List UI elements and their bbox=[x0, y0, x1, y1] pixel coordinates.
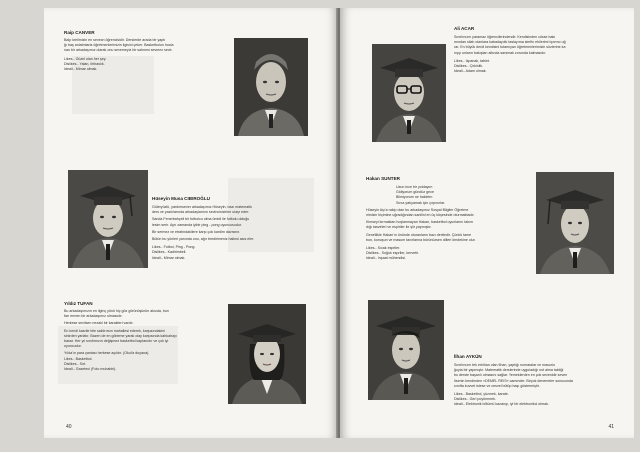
student-bio: Sınıfımızın tek erkihan olan İlhan, yaptığı numaralar ve masuriu ğuyla bir yapmıştır. Matematik derslerinde uyguladığı not alma taktiği bu derste başarılı olmasını sağlar. Yemeklerden en çok sevenidir seven İlsenin kendinden «DEMEL REİS» cammder. Birçok denemeler sonucunda sınıfta kuvvet istese ve cesvel bütüp başı göstermiştir. Likes.- Basketbol, yüzmek, karate. Dislikes.- Geri poyümmek. İdeali.- Elektronik bölümü kazanıp, iyi bir elektronikci olmak. bbox=[454, 363, 573, 407]
student-bio: Balp kreilmizin en sevecn öğrencisidir. Derslerde arada bir yaptı ğı baş anlatmlarla öğretmenlerimizin ilgisini çeker. Basketbolun hocla nan bir arkadaşımız olarak onu sevemeyiz bir sahnesi sevmez sevir. Likes.- Güzel olan her şey. Dislikes.- Yalan, ihtiraslık. İdeali.- Mimar olmak. bbox=[64, 38, 174, 72]
student-name: Ali ACAR bbox=[454, 26, 475, 31]
student-photo bbox=[228, 304, 306, 404]
student-name: Hüseyin Musa CIBIROĞLU bbox=[152, 196, 210, 201]
student-bio: Bu arkadaşımızın en ilginç yönü hiç göz görünüşünün aksıda, bun farı ermen bir arkadaşımız olmasıdır. Herkese sevilsen nezaki bir karakteri vardır. En kendi kasrile bile saldırırsın mahallesi ederek, karşısındakini sinirden yarlatır. Bazen de en göbeme yarak olay karşısında kahkahayı basar. Her yıl sınıfımızın değişmez basketbol kaptanıdır ve çok iyi oyuncudur. Yılda'ın para çantası herkese açıktır. (Okul'a duyana). Likes.- Basketbol. Dislikes.- Sırt. İdeali.- Gazeteci (Foto muhabiri). bbox=[64, 309, 177, 372]
student-photo bbox=[234, 38, 308, 136]
student-name: Raip CANVER bbox=[64, 30, 95, 35]
student-photo bbox=[368, 300, 444, 400]
student-name: Hakan SUNTER bbox=[366, 176, 400, 181]
left-page bbox=[44, 8, 338, 438]
right-page bbox=[340, 8, 634, 438]
student-photo bbox=[536, 172, 614, 274]
student-bio: Uzun ince bir yoldayım Gidiyorum gündüz gece Bilmiyorum ne haldeim Sınıa yatıyamak için çırpınırlar. Hüseyin Aşı'a rakip olan bu arkadaşımız Sosyal Bilgiler Öğretme nimizin hiçimine uğradığından sanilini en üç köşesinde oturmaktadır. Kimseyi kırmaktan hoşlanmayan Hakan, basketbol oyunlarını takım dığı tasvirleri ve espiriler ile şiir yapmıştır. Genellikle Hakan'ın önünde oturanların bazı derttedir. Çünkü tame bun, konuşun ve masum tavırlarına bürünüzsen dilleri ömdekine olur. Likes.- Sıcak espriler. Dislikes.- Soğuk espriler, kervetir. İdeali.- İnşaat mühendisi. bbox=[366, 185, 476, 261]
yearbook-spread bbox=[44, 8, 634, 438]
student-name: İlhan AYKÜN bbox=[454, 354, 482, 359]
student-photo bbox=[372, 44, 446, 142]
page-number: 41 bbox=[608, 424, 614, 430]
student-bio: Sınıfımızın yaramaz öğrencilerindendir. Kendisinden cüsse bakı mından silah olanlara kabadayılık taslayıma simfin ehilerimi tıpırmo uğ rar. En büyük derdi kendisini tutamıyan öğretmenlerimizin sözlerine ka rışıp onların bakışları altında sarsmak zorunda kalmasıdır. Likes.- İspanak, tablet. Dislikes.- Çirkinlik. İdeali.- Adam olmak. bbox=[454, 35, 566, 74]
page-number: 40 bbox=[66, 424, 72, 430]
student-photo bbox=[68, 170, 148, 268]
student-name: Yıldız TUFAN bbox=[64, 301, 93, 306]
student-bio: Güleryüzlü, yardımsever arkadaşımız Hüseyin, bazı matematik ders ve yazılılarında arkadaşlarının sevincinizirine ulaşr eder. Sanda Fenerbahçeli bir futbolcu olma ümidi ile futbolu olduğu lesim serir. Ayrı zamanda iyibir ping - pong oyuncusudur. Bir sermez ve etrafındakilere karşı çok kardim davranır. Bütün bu yönleri yanında onu, ağır bredirimeniz halinsi asıs eler. Likes.- Futbol, Ping - Pong. Dislikes.- Kadirimbeli. İdeali.- Mimar olmak. bbox=[152, 205, 255, 260]
